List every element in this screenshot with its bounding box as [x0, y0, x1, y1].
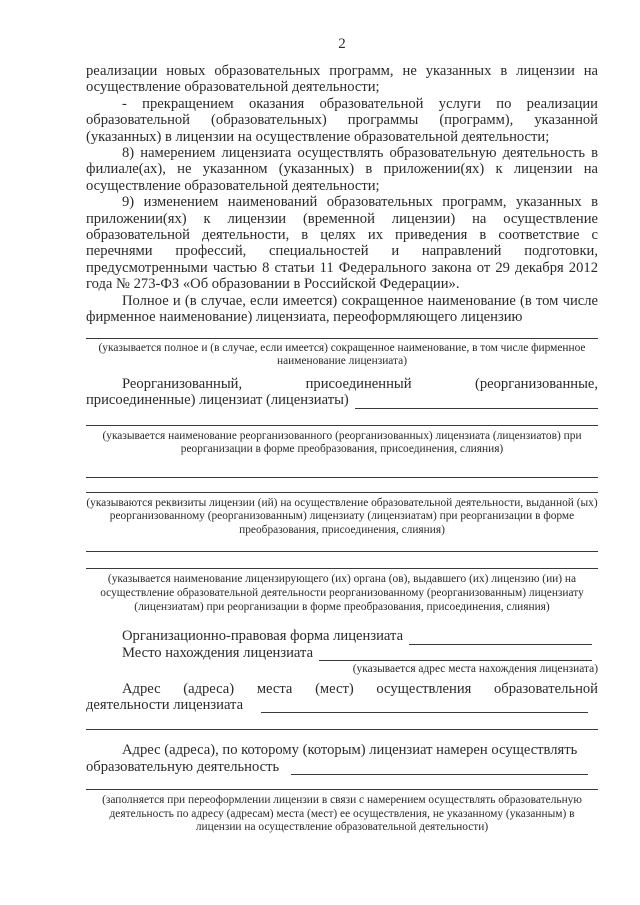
reorg-word-1: Реорганизованный, [122, 375, 243, 392]
intent-address-line: Адрес (адреса), по которому (которым) лицензиат намерен осуществлять [122, 742, 578, 759]
authority-field-2[interactable] [86, 568, 598, 569]
activity-address-label: деятельности лицензиата [86, 697, 244, 714]
location-row [86, 645, 598, 661]
reorg-licensee-row [86, 392, 598, 408]
location-field[interactable] [319, 647, 592, 661]
org-form-label: Организационно-правовая форма лицензиата [122, 628, 404, 645]
note-authority: (указывается наименование лицензирующего (их) органа (ов), выдавшего (их) лицензию (ии) на осуществление образовательной деятельности реорганизованному (реорганизованным) лицензиату (лицензиатам) при реорганизации в форме преобразования, присоединения, слияния) [100, 573, 584, 613]
address-word-6: образовательной [494, 680, 598, 697]
paragraph-item-8: 8) намерением лицензиата осуществлять образовательную деятельность в филиале(ах), не указанном (указанных) в приложении(ях) к лицензии на осуществление образовательной деятельности; [86, 145, 598, 194]
note-intent-address: (заполняется при переоформлении лицензии в связи с намерением осуществлять образовательную деятельность по адресу (адресам) места (мест) ее осуществления, не указанному (указанным) в лицензии на осуществление образовательной деятельности) [102, 794, 582, 834]
address-word-3: места [256, 680, 293, 697]
license-details-field-2[interactable] [86, 492, 598, 493]
note-reorg-name: (указывается наименование реорганизованного (реорганизованных) лицензиата (лицензиатов) при реорганизации в форме преобразования, присоединения, слияния) [102, 429, 582, 456]
license-details-field-1[interactable] [86, 477, 598, 478]
reorg-word-3: (реорганизованные, [474, 375, 598, 392]
note-license-details: (указываются реквизиты лицензии (ий) на осуществление образовательной деятельности, выданной (ых) реорганизованному (реорганизованным) лицензиату (лицензиатам) при реорганизации в форме преобразования, присоединения, слияния) [86, 496, 598, 536]
reorg-name-field[interactable] [86, 425, 598, 426]
authority-field-1[interactable] [86, 551, 598, 552]
intent-address-field[interactable] [291, 761, 588, 775]
org-form-field[interactable] [409, 631, 592, 645]
paragraph-item-9: 9) изменением наименований образовательных программ, указанных в приложении(ях) к лицензии (временной лицензии) на осуществление образовательной деятельности, в целях их приведения в соответствие с перечнями профессий, специальностей и направлений подготовки, предусмотренными частью 8 статьи 11 Федерального закона от 29 декабря 2012 года № 273-ФЗ «Об образовании в Российской Федерации». [86, 194, 598, 293]
address-word-1: Адрес [122, 680, 161, 697]
address-heading-line [86, 681, 598, 697]
location-label: Место нахождения лицензиата [122, 644, 314, 661]
reorg-word-2: присоединенный [305, 375, 412, 392]
full-name-field[interactable] [86, 338, 598, 339]
intent-address-row [86, 759, 598, 775]
activity-address-field[interactable] [261, 699, 588, 713]
address-word-4: (мест) [315, 680, 354, 697]
paragraph-full-name: Полное и (в случае, если имеется) сокращенное наименование (в том числе фирменное наименование) лицензиата, переоформляющего лицензию [86, 292, 598, 326]
paragraph-new-programs: реализации новых образовательных программ, не указанных в лицензии на осуществление образовательной деятельности; [86, 63, 598, 96]
intent-address-label: образовательную деятельность [86, 758, 280, 775]
paragraph-termination: - прекращением оказания образовательной услуги по реализации образовательной (образовательных) программы (программ), указанной (указанных) в лицензии на осуществление образовательной деятельности; [86, 95, 598, 145]
activity-address-row [86, 697, 598, 713]
reorg-licensee-field[interactable] [355, 395, 598, 409]
address-word-2: (адреса) [183, 680, 235, 697]
page-number: 2 [338, 36, 346, 52]
address-word-5: осуществления [376, 680, 472, 697]
intent-address-field-2[interactable] [86, 789, 598, 790]
note-full-name: (указывается полное и (в случае, если имеется) сокращенное наименование, в том числе фирменное наименование лицензиата) [98, 341, 586, 368]
reorg-heading-line [86, 376, 598, 392]
org-form-row [86, 628, 598, 644]
note-location: (указывается адрес места нахождения лицензиата) [352, 663, 598, 676]
reorg-licensee-label: присоединенные) лицензиат (лицензиаты) [86, 392, 349, 409]
activity-address-field-2[interactable] [86, 729, 598, 730]
